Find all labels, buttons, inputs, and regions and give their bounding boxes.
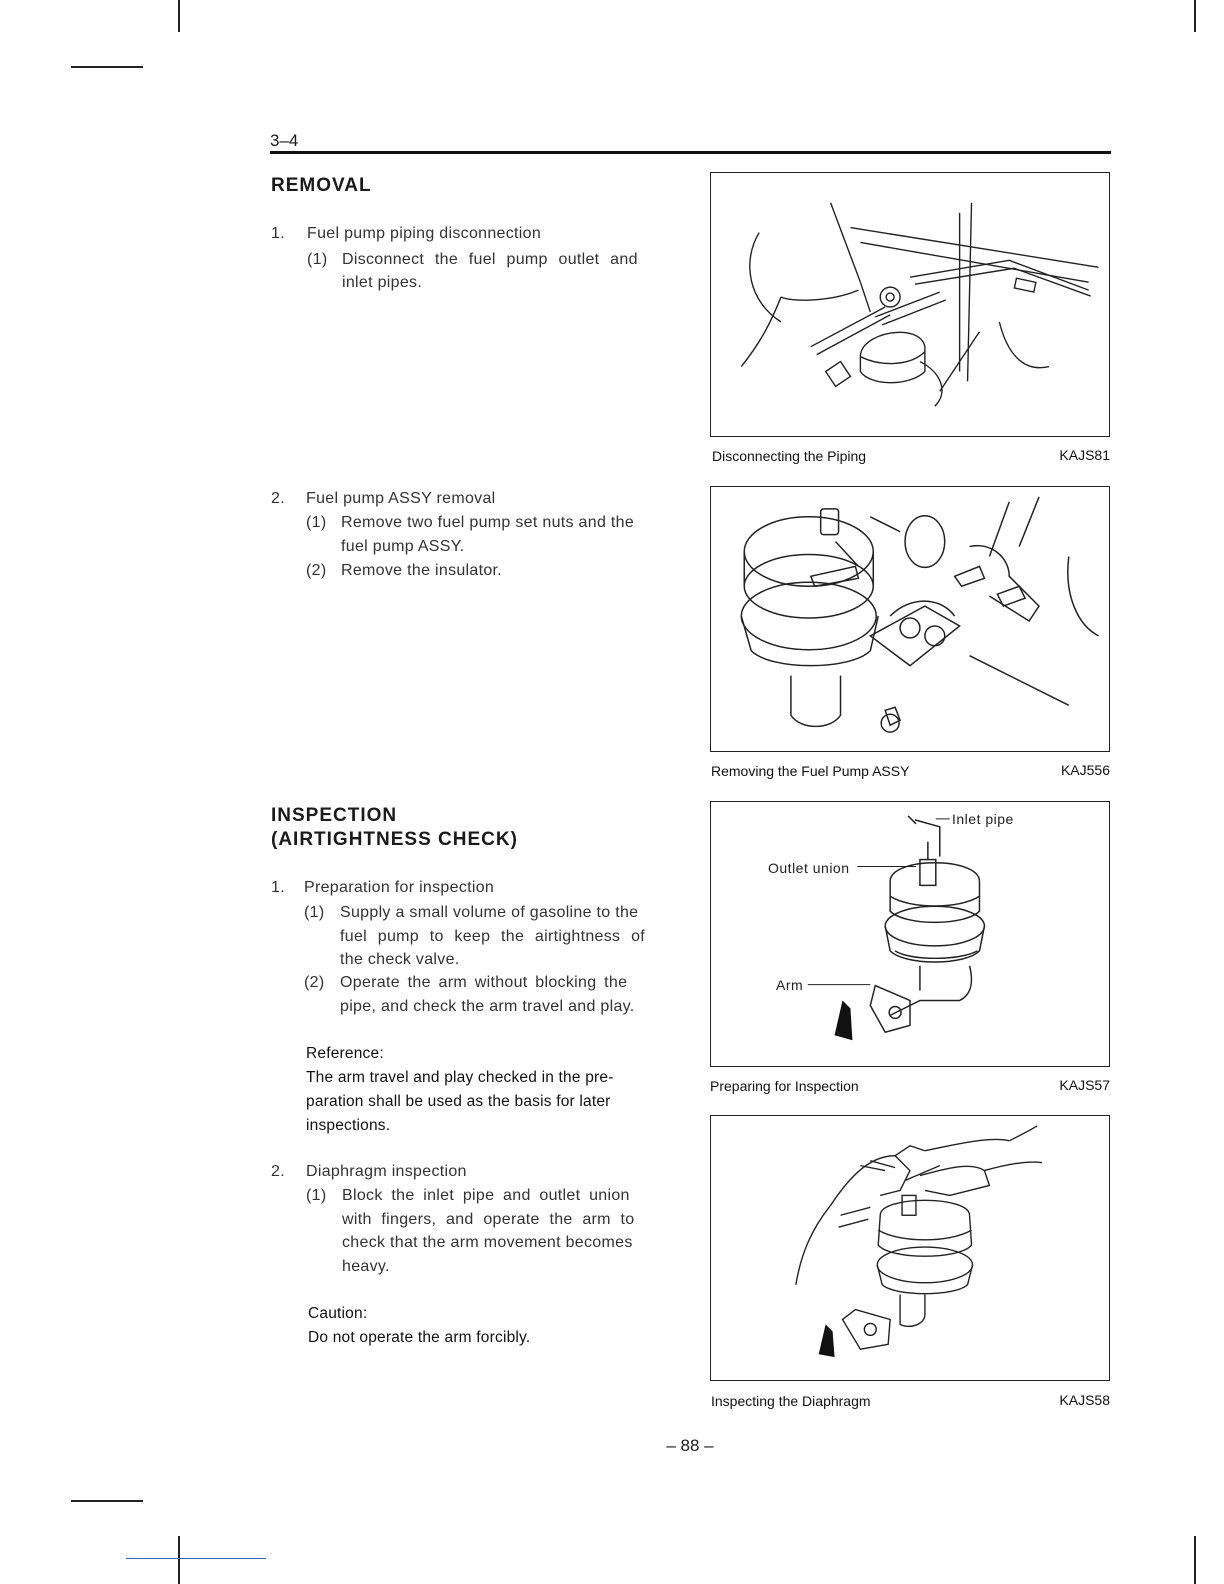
outlet-union-label: Outlet union (768, 860, 850, 876)
crop-mark (71, 1500, 143, 1502)
arm-label: Arm (776, 977, 804, 993)
inlet-pipe-label: Inlet pipe (952, 811, 1014, 827)
figure-code: KAJS58 (1059, 1392, 1110, 1408)
fuel-pump-wrench-illustration (711, 173, 1109, 436)
page-number: – 88 – (666, 1436, 714, 1455)
figure-code: KAJS57 (1059, 1077, 1110, 1093)
fuel-pump-labeled-illustration (711, 802, 1109, 1066)
crop-mark (1194, 1536, 1196, 1584)
crop-mark (126, 1558, 266, 1559)
crop-mark (178, 0, 180, 32)
figure-inspecting-diaphragm (710, 1115, 1110, 1381)
figure-caption: Disconnecting the Piping (712, 448, 867, 464)
figure-caption: Preparing for Inspection (710, 1078, 859, 1094)
section-number: 3–4 (270, 131, 299, 150)
crop-mark (178, 1536, 180, 1584)
figure-code: KAJS81 (1059, 447, 1110, 463)
crop-mark (1194, 0, 1196, 32)
fuel-pump-assy-illustration (711, 487, 1109, 751)
hands-blocking-pump-illustration (711, 1116, 1109, 1380)
inspection-heading: INSPECTION (AIRTIGHTNESS CHECK) (271, 805, 518, 850)
figure-preparing-inspection (710, 801, 1110, 1067)
figure-caption: Removing the Fuel Pump ASSY (711, 763, 910, 779)
header-rule (270, 151, 1111, 154)
figure-removing-fuel-pump (710, 486, 1110, 752)
crop-mark (71, 66, 143, 68)
figure-caption: Inspecting the Diaphragm (711, 1393, 871, 1409)
removal-heading: REMOVAL (271, 175, 372, 196)
figure-disconnecting-piping (710, 172, 1110, 437)
figure-code: KAJ556 (1060, 762, 1110, 778)
